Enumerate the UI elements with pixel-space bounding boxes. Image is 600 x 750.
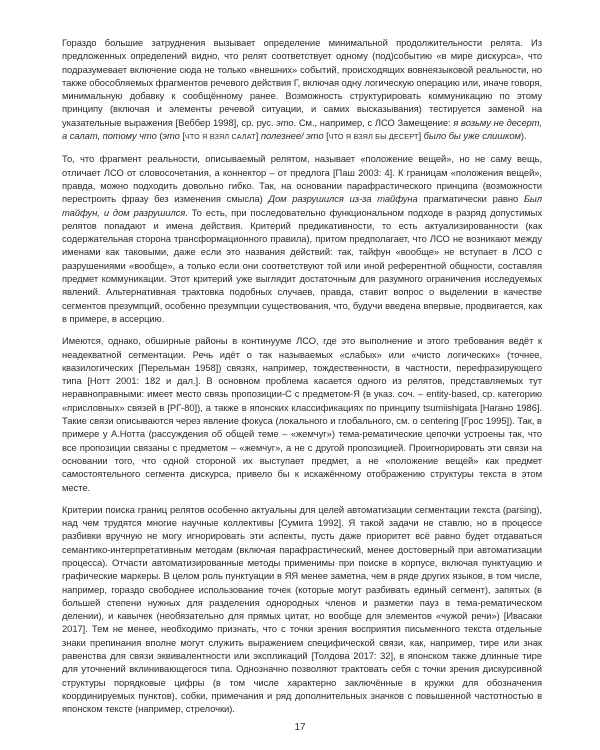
italic-run: это	[276, 116, 294, 128]
italic-example: Был тайфун, и дом разрушился	[62, 193, 542, 218]
text-run: . См., например, с ЛСО Замещение:	[293, 116, 454, 128]
text-run: То, что фрагмент реальности, описываемый релятом, называет «положение вещей», но не саму вещь, отличает ЛСО от словосочетания, а коннектор – от предлога [Паш 2003: 4]. К границам «положения вещей», правда, можно подходить довольно гибко. Так, на основании парафрастического принципа (возможности перестроить фразу без изменения смысла)	[62, 153, 542, 205]
text-run: прагматически равно	[417, 193, 524, 205]
paragraph-4	[62, 503, 542, 716]
italic-run: полезнее/ это	[260, 130, 324, 142]
paragraph-2	[62, 152, 542, 325]
text-run: Гораздо большие затруднения вызывает определение минимальной продолжительности релята. Из предложенных определений видно, что релят соответствует одному (под)событию «в мире дискурса», что подразумевает включение сюда не только «внешних» событий, происходящих вовнеязыковой реальности, но также обособляемых фрагментов речевого действия Г, включая одну логическую операцию или, иначе говоря, минимальную добавку к сообщённому ранее. Возможность структурировать коммуникацию по этому принципу (включая и элементы речевой ситуации, и самих высказывания) тестируется заменой на указательные выражения [Веббер 1998], ср. рус.	[62, 37, 542, 128]
paragraph-1	[62, 36, 542, 143]
text-run: . То есть, при последовательно функциональном подходе в разряд допустимых релятов попадают и имена действия. Критерий предикативности, то есть актуализированности (как содержательная сторона трансформационного правила), притом предполагает, что ЛСО не возникают между именами как таковыми, даже если это названия действий: так, тайфун «вообще» не вступает в ЛСО с разрушениями «вообще», а только если они соответствуют той или иной референтной общности, составляя предмет коммуникации. Этот критерий уже выглядит достаточным для разумного ограничения исследуемых явлений. Альтернативная трактовка подобных случаев, правда, ставит вопрос о выделении в качестве сегментов презумпций, особенно презумпции существования, что, будучи введена впервые, продвигается, как в примере, в ассерцию.	[62, 206, 542, 324]
text-run: Имеются, однако, обширные районы в континууме ЛСО, где это выполнение и этого требования ведёт к неадекватной сегментации. Речь идёт о так называемых «слабых» или «чисто логических» (точнее, квазилогических [Перельман 1958]) связях, например, тождественности, в частности, перефразирующего типа [Нотт 2001: 182 и дал.]. В основном проблема касается одного из релятов, представляемых тут неравноправными: имеет место связь пропозиции-С с предметом-Я (в указ. соч. – entity-based, ср. категорию «присловных» связей в [РГ-80]), а также в японских классификациях по принципу tsumiishigata [Нагано 1986]. Такие связи описываются через явление фокуса (локального и глобального, см. о centering [Грос 1995]). Так, в примере у А.Нотта (рассуждения об общей теме – «жемчуг») тема-рематические цепочки устроены так, что все пропозиции связаны с предметом – «жемчуг», а не с другой пропозицией. Проигнорировать эти связи на основании того, что одной стороной их выступает предмет, а не «положение вещей» как предмет самостоятельного сегмента дискурса, привело бы к искажённому отображению структуры текста в этом месте.	[62, 335, 542, 493]
italic-example: Дом разрушился из-за тайфуна	[268, 193, 418, 205]
text-run: ).	[520, 130, 527, 142]
text-run: ]	[255, 130, 261, 142]
italic-example: я возьму не десерт, а салат, потому что	[62, 116, 542, 142]
text-run: (	[156, 130, 163, 142]
text-run: Критерии поиска границ релятов особенно актуальны для целей автоматизации сегментации текста (parsing), над чем трудятся многие научные коллективы [Сумита 1992]. Я такой задачи не ставлю, но в процессе разбивки вручную не могу игнорировать эти аспекты, пусть даже приоритет всё равно будет отдаваться семантико-интерпретативным методам (включая парафрастический, менее достоверный при автоматизации процесса). Отчасти автоматизированные методы применимы при поиске в корпусе, включая пунктуацию и графические маркеры. В целом роль пунктуации в ЯЯ менее заметна, чем в ряде других языков, в том числе, например, гораздо свободнее использование точек (которые могут разбивать единый сегмент), запятых (в большей степени нужных для разделения однородных членов и разметки пауз в тема-рематическом делении), и кавычек (необязательно для прямых цитат, но вообще для элементов «чужой речи») [Ивасаки 2017]. Тем не менее, необходимо признать, что с точки зрения восприятия письменного текста отдельные знаки препинания вполне могут служить выражением специфической связи, как, например, тире или знак равенства для связи эквивалентности или экспликаций [Толдова 2017: 32], в японском также длинные тире для уточнений вклинивающегося типа. Однозначно позволяют трактовать себя с точки зрения дискурсивной структуры порядковые цифры (в том числе характерно заключённые в кружки для обозначения координируемых пунктов), собки, примечания и ряд дополнительных значков с повышенной частотностью в японском тексте (например, стрелочки).	[62, 503, 542, 715]
text-run: ]	[418, 130, 424, 142]
italic-run: было бы уже слишком	[423, 130, 521, 142]
italic-run: это	[162, 130, 180, 142]
text-run: [	[179, 130, 185, 142]
text-run: [	[323, 130, 329, 142]
page-number: 17	[294, 722, 306, 733]
paragraph-3	[62, 334, 542, 494]
small-caps-gloss: ЧТО Я ВЗЯЛ БЫ ДЕСЕРТ	[328, 132, 419, 142]
small-caps-gloss: ЧТО Я ВЗЯЛ САЛАТ	[184, 132, 256, 142]
